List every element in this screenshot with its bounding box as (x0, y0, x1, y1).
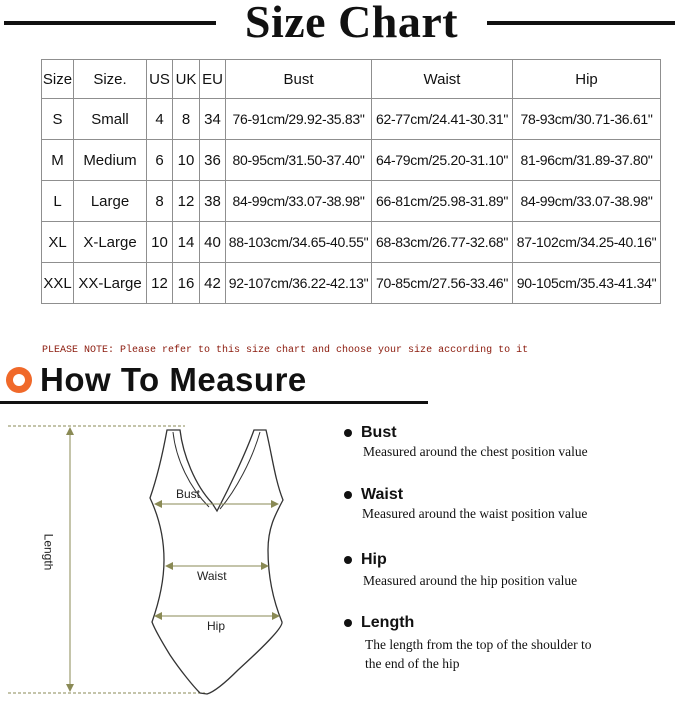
table-row (42, 181, 661, 222)
cell-us: 8 (147, 181, 173, 222)
table-row (42, 222, 661, 263)
cell-size-name: X-Large (74, 222, 147, 263)
cell-hip: 90-105cm/35.43-41.34" (513, 263, 661, 304)
diagram-length-label: Length (41, 533, 56, 571)
cell-uk: 14 (173, 222, 200, 263)
bullet-icon (344, 556, 352, 564)
cell-us: 6 (147, 140, 173, 181)
cell-size-name: Small (74, 99, 147, 140)
measure-heading: Bust (361, 424, 397, 441)
title-rule-left (4, 21, 216, 25)
cell-eu: 40 (200, 222, 226, 263)
how-to-measure-rule (0, 401, 428, 404)
cell-uk: 12 (173, 181, 200, 222)
cell-size: XXL (42, 263, 74, 304)
measure-desc-bust: Measured around the chest position value (363, 444, 588, 459)
length-arrowhead-bottom (66, 684, 74, 692)
cell-eu: 42 (200, 263, 226, 304)
cell-waist: 70-85cm/27.56-33.46" (372, 263, 513, 304)
measure-item-hip (344, 551, 387, 569)
header-us: US (147, 60, 173, 99)
header-uk: UK (173, 60, 200, 99)
cell-uk: 16 (173, 263, 200, 304)
measure-heading: Waist (361, 486, 404, 503)
bullet-icon (344, 619, 352, 627)
measure-item-bust (344, 424, 397, 442)
cell-uk: 8 (173, 99, 200, 140)
bodysuit-outline-icon (150, 430, 283, 694)
orange-ring-icon (6, 367, 32, 393)
measure-heading: Hip (361, 551, 387, 568)
measure-item-length (344, 614, 414, 632)
cell-waist: 68-83cm/26.77-32.68" (372, 222, 513, 263)
cell-hip: 87-102cm/34.25-40.16" (513, 222, 661, 263)
table-row (42, 263, 661, 304)
strap-right (220, 432, 260, 509)
measure-desc-length-line2: the end of the hip (365, 656, 460, 671)
cell-bust: 92-107cm/36.22-42.13" (226, 263, 372, 304)
header-hip: Hip (513, 60, 661, 99)
cell-eu: 36 (200, 140, 226, 181)
cell-uk: 10 (173, 140, 200, 181)
cell-size-name: Large (74, 181, 147, 222)
cell-waist: 66-81cm/25.98-31.89" (372, 181, 513, 222)
cell-size: L (42, 181, 74, 222)
table-header-row (42, 60, 661, 99)
cell-size-name: XX-Large (74, 263, 147, 304)
length-arrowhead-top (66, 427, 74, 435)
header-waist: Waist (372, 60, 513, 99)
cell-us: 4 (147, 99, 173, 140)
cell-size: S (42, 99, 74, 140)
header-bust: Bust (226, 60, 372, 99)
measure-heading: Length (361, 614, 415, 631)
measure-item-waist (344, 486, 403, 504)
bust-arrowhead-left (154, 500, 162, 508)
size-chart-table (41, 59, 661, 304)
cell-hip: 81-96cm/31.89-37.80" (513, 140, 661, 181)
header-size: Size (42, 60, 74, 99)
cell-waist: 64-79cm/25.20-31.10" (372, 140, 513, 181)
size-note: PLEASE NOTE: Please refer to this size chart and choose your size according to it (42, 345, 529, 356)
cell-eu: 38 (200, 181, 226, 222)
cell-eu: 34 (200, 99, 226, 140)
diagram-waist-label: Waist (197, 569, 227, 583)
waist-arrowhead-left (165, 562, 173, 570)
bullet-icon (344, 491, 352, 499)
header-size-name: Size. (74, 60, 147, 99)
cell-size-name: Medium (74, 140, 147, 181)
bullet-icon (344, 429, 352, 437)
cell-us: 12 (147, 263, 173, 304)
cell-us: 10 (147, 222, 173, 263)
cell-bust: 88-103cm/34.65-40.55" (226, 222, 372, 263)
diagram-hip-label: Hip (207, 619, 226, 633)
how-to-measure-title: How To Measure (40, 361, 307, 398)
cell-bust: 84-99cm/33.07-38.98" (226, 181, 372, 222)
table-row (42, 99, 661, 140)
cell-size: M (42, 140, 74, 181)
diagram-bust-label: Bust (176, 487, 201, 501)
measure-desc-length-line1: The length from the top of the shoulder to (365, 637, 592, 652)
cell-hip: 78-93cm/30.71-36.61" (513, 99, 661, 140)
measure-desc-waist: Measured around the waist position value (362, 506, 588, 521)
cell-hip: 84-99cm/33.07-38.98" (513, 181, 661, 222)
header-eu: EU (200, 60, 226, 99)
page-title: Size Chart (244, 0, 459, 47)
table-row (42, 140, 661, 181)
bust-arrowhead-right (271, 500, 279, 508)
cell-waist: 62-77cm/24.41-30.31" (372, 99, 513, 140)
title-rule-right (487, 21, 675, 25)
cell-bust: 76-91cm/29.92-35.83" (226, 99, 372, 140)
cell-bust: 80-95cm/31.50-37.40" (226, 140, 372, 181)
measure-desc-hip: Measured around the hip position value (363, 573, 578, 588)
cell-size: XL (42, 222, 74, 263)
